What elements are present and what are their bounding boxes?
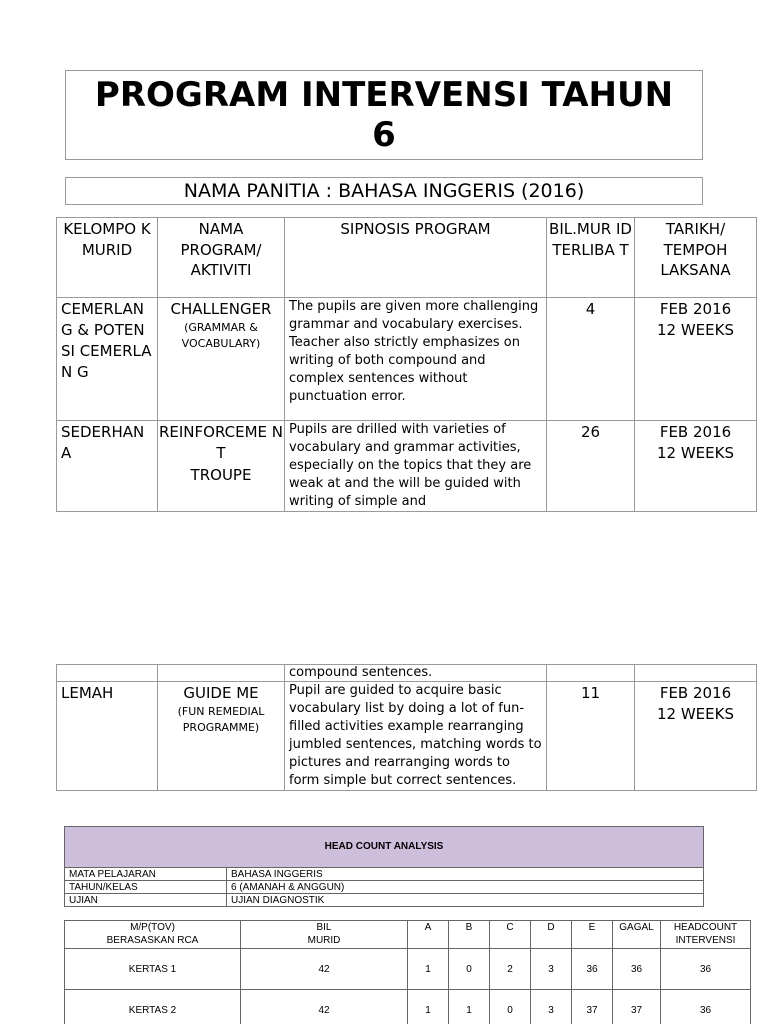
program-table-continued bbox=[56, 664, 757, 791]
row-synopsis: The pupils are given more challenging grammar and vocabulary exercises. Teacher also strictly emphasizes on writing of both compound and complex sentences without punctuation error. bbox=[285, 298, 547, 421]
head-count-info-table bbox=[64, 867, 704, 907]
head-count-title: HEAD COUNT ANALYSIS bbox=[64, 826, 704, 868]
row-e: 36 bbox=[572, 949, 613, 990]
empty-cell bbox=[547, 665, 635, 682]
info-row bbox=[65, 868, 704, 881]
title-line-2: 6 bbox=[372, 115, 396, 155]
info-value: 6 (AMANAH & ANGGUN) bbox=[227, 881, 704, 894]
row-tarikh bbox=[635, 682, 757, 791]
empty-cell bbox=[635, 665, 757, 682]
table-row bbox=[65, 949, 751, 990]
row-headcount: 36 bbox=[661, 949, 751, 990]
tarikh-date: FEB 2016 bbox=[659, 423, 732, 441]
col-mp-line2: BERASASKAN RCA bbox=[106, 935, 199, 946]
header-tarikh: TARIKH/ TEMPOH LAKSANA bbox=[635, 218, 757, 298]
info-value: BAHASA INGGERIS bbox=[227, 868, 704, 881]
program-name: CHALLENGER bbox=[170, 300, 272, 318]
tarikh-duration: 12 WEEKS bbox=[657, 705, 734, 723]
row-program bbox=[158, 298, 285, 421]
row-bil: 42 bbox=[241, 949, 408, 990]
row-gagal: 37 bbox=[613, 990, 661, 1024]
row-name: KERTAS 1 bbox=[65, 949, 241, 990]
col-mp bbox=[65, 921, 241, 949]
row-d: 3 bbox=[531, 949, 572, 990]
tarikh-date: FEB 2016 bbox=[659, 300, 732, 318]
row-c: 2 bbox=[490, 949, 531, 990]
col-bil-line1: BIL bbox=[316, 922, 332, 933]
row-b: 0 bbox=[449, 949, 490, 990]
row-tarikh bbox=[635, 421, 757, 512]
row-program bbox=[158, 421, 285, 512]
title-line-1: PROGRAM INTERVENSI TAHUN bbox=[94, 75, 674, 115]
col-e: E bbox=[572, 921, 613, 949]
table-row bbox=[65, 990, 751, 1024]
info-label: MATA PELAJARAN bbox=[65, 868, 227, 881]
row-bil: 11 bbox=[547, 682, 635, 791]
table-row bbox=[57, 682, 757, 791]
empty-cell bbox=[158, 665, 285, 682]
program-table-header bbox=[57, 218, 757, 298]
col-hc-line1: HEADCOUNT bbox=[673, 922, 738, 933]
row-name: KERTAS 2 bbox=[65, 990, 241, 1024]
row-group: LEMAH bbox=[57, 682, 158, 791]
program-subtitle: (GRAMMAR & VOCABULARY) bbox=[181, 321, 261, 350]
row-tarikh bbox=[635, 298, 757, 421]
head-count-header bbox=[65, 921, 751, 949]
info-label: UJIAN bbox=[65, 894, 227, 907]
program-name: REINFORCEME NT bbox=[158, 423, 283, 462]
row-a: 1 bbox=[408, 990, 449, 1024]
header-bil-murid: BIL.MUR ID TERLIBA T bbox=[547, 218, 635, 298]
col-mp-line1: M/P(TOV) bbox=[130, 922, 175, 933]
table-row-continued bbox=[57, 665, 757, 682]
header-kelompok: KELOMPO K MURID bbox=[57, 218, 158, 298]
row-synopsis: Pupils are drilled with varieties of vocabulary and grammar activities, especially on the topics that they are weak at and the will be guided with writing of simple and bbox=[285, 421, 547, 512]
col-headcount bbox=[661, 921, 751, 949]
info-row bbox=[65, 894, 704, 907]
row-bil: 42 bbox=[241, 990, 408, 1024]
col-gagal: GAGAL bbox=[613, 921, 661, 949]
head-count-table bbox=[64, 920, 751, 1024]
row-d: 3 bbox=[531, 990, 572, 1024]
document-title bbox=[65, 70, 703, 160]
row-e: 37 bbox=[572, 990, 613, 1024]
row-synopsis: Pupil are guided to acquire basic vocabulary list by doing a lot of fun-filled activities example rearranging jumbled sentences, matching words to pictures and rearranging words to form simple but correct sentences. bbox=[285, 682, 547, 791]
tarikh-duration: 12 WEEKS bbox=[657, 444, 734, 462]
header-sipnosis: SIPNOSIS PROGRAM bbox=[285, 218, 547, 298]
col-c: C bbox=[490, 921, 531, 949]
col-b: B bbox=[449, 921, 490, 949]
info-value: UJIAN DIAGNOSTIK bbox=[227, 894, 704, 907]
info-row bbox=[65, 881, 704, 894]
col-hc-line2: INTERVENSI bbox=[675, 935, 736, 946]
row-program bbox=[158, 682, 285, 791]
row-c: 0 bbox=[490, 990, 531, 1024]
program-name-cont: TROUPE bbox=[190, 466, 252, 484]
row-group: CEMERLAN G & POTENSI CEMERLAN G bbox=[57, 298, 158, 421]
table-row bbox=[57, 298, 757, 421]
row-group: SEDERHAN A bbox=[57, 421, 158, 512]
tarikh-duration: 12 WEEKS bbox=[657, 321, 734, 339]
row-b: 1 bbox=[449, 990, 490, 1024]
info-label: TAHUN/KELAS bbox=[65, 881, 227, 894]
tarikh-date: FEB 2016 bbox=[659, 684, 732, 702]
empty-cell bbox=[57, 665, 158, 682]
program-name: GUIDE ME bbox=[183, 684, 259, 702]
col-d: D bbox=[531, 921, 572, 949]
program-table bbox=[56, 217, 757, 512]
table-row bbox=[57, 421, 757, 512]
row-synopsis-cont: compound sentences. bbox=[285, 665, 547, 682]
header-nama-program: NAMA PROGRAM/ AKTIVITI bbox=[158, 218, 285, 298]
row-headcount: 36 bbox=[661, 990, 751, 1024]
col-bil bbox=[241, 921, 408, 949]
row-a: 1 bbox=[408, 949, 449, 990]
row-gagal: 36 bbox=[613, 949, 661, 990]
row-bil: 4 bbox=[547, 298, 635, 421]
panitia-heading: NAMA PANITIA : BAHASA INGGERIS (2016) bbox=[65, 177, 703, 205]
col-bil-line2: MURID bbox=[307, 935, 341, 946]
col-a: A bbox=[408, 921, 449, 949]
program-subtitle: (FUN REMEDIAL PROGRAMME) bbox=[177, 705, 265, 734]
row-bil: 26 bbox=[547, 421, 635, 512]
